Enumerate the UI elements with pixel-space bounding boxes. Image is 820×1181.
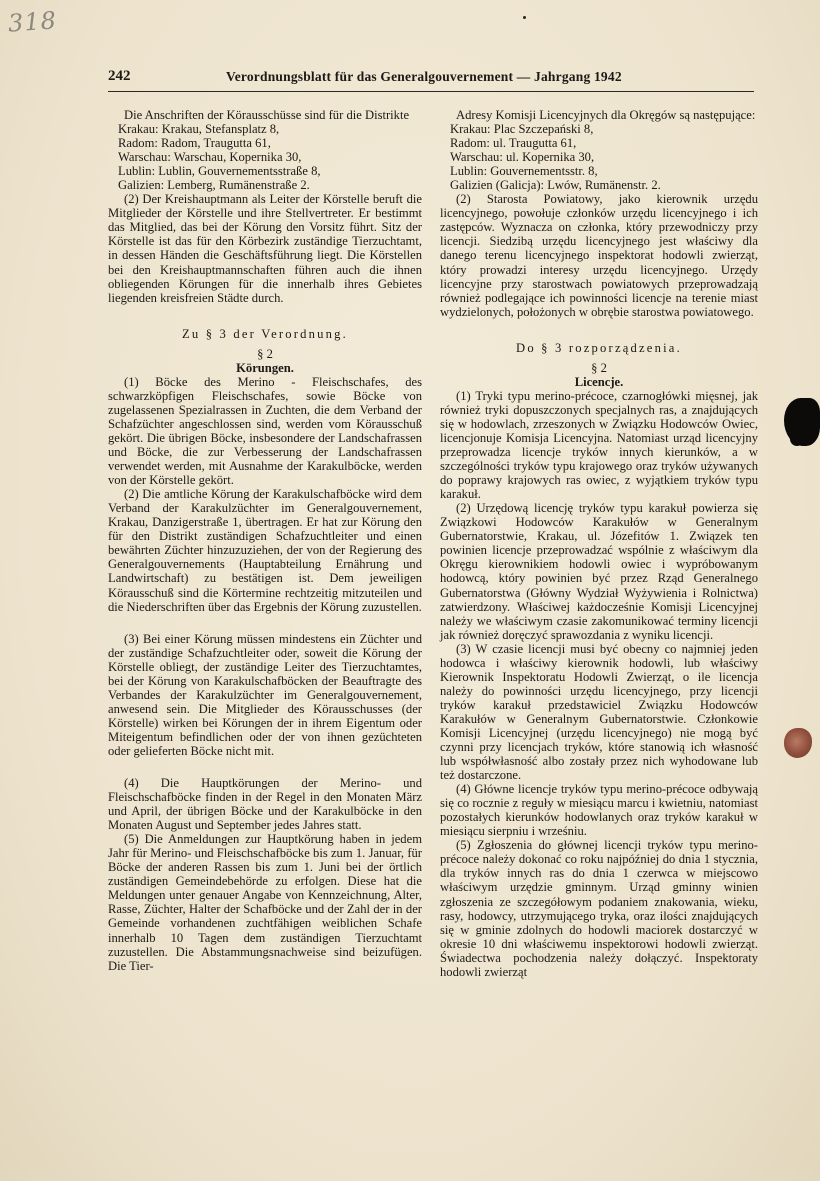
spacer	[108, 758, 422, 776]
subsection-3: (3) W czasie licencji musi być obecny co najmniej jeden hodowca i właściwy kierownik hodowli, lub właściwy Kierownik Inspektoratu Hodowli Zwierząt, o ile licencja należy do powinności urzędu licencyjnego, przy licencji tryków karakuł przedstawiciel Związku Hodowców Karakułów w Generalnym Gubernatorstwie. Członkowie Komisji Licencyjnej (urzędu licencyjnego) nie mogą być czynni przy licencjach tryków, które stanowią ich własność lub współwłasność albo zostały przez nich wyhodowane lub też dostarczone.	[440, 641, 758, 783]
paragraph-2: (2) Starosta Powiatowy, jako kierownik urzędu licencyjnego, powołuje członków urzędu licencyjnego i ich zastępców. Wyznacza on członka, który przewodniczy przy licencji. Siedzibą urzędu licencyjnego jest właściwy dla danego terenu licencyjnego inspektorat hodowli zwierząt, który prowadzi interesy urzędu licencyjnego. Urzędy licencyjne przy starostwach powiatowych przeprowadzają również podlegające ich powinności licencje na terenie miast wydzielonych, położonych w obrębie starostwa powiatowego.	[440, 192, 758, 319]
subsection-4: (4) Die Hauptkörungen der Merino- und Fleischschafböcke finden in der Regel in den Monaten März und April, der übrigen Böcke und der Karakulböcke in den Monaten August und September jedes Jahres statt.	[108, 776, 422, 833]
address-line: Warschau: ul. Kopernika 30,	[450, 150, 595, 165]
address-line: Radom: ul. Traugutta 61,	[450, 136, 577, 151]
address-line: Krakau: Krakau, Stefansplatz 8,	[118, 122, 280, 137]
pencil-annotation: 318	[7, 6, 58, 38]
german-column	[108, 108, 422, 973]
section-title: Körungen.	[236, 360, 294, 375]
spacer	[108, 614, 422, 632]
address-line: Krakau: Plac Szczepański 8,	[450, 122, 594, 137]
section-reference: Zu § 3 der Verordnung.	[181, 326, 349, 341]
page-number: 242	[108, 68, 131, 84]
address-line: Warschau: Warschau, Kopernika 30,	[118, 150, 302, 165]
subsection-4: (4) Główne licencje tryków typu merino-précoce odbywają się co rocznie z reguły w miesiącu marcu i kwietniu, natomiast pozostałych kierunków hodowlanych oraz tryków karakuł w miesiącu sierpniu i wrześniu.	[440, 782, 758, 839]
subsection-1: (1) Böcke des Merino - Fleischschafes, des schwarzköpfigen Fleischschafes, sowie Böcke von zugelassenen Spezialrassen in Zuchten, die dem Verband der Schafzüchter angeschlossen sind, werden vom Körausschuß gekört. Die übrigen Böcke, insbesondere der Landschafrassen und Böcke, die zur Verbesserung der Landschafrassen verwendet werden, mit Ausnahme der Karakulböcke, werden von der Körstelle gekört.	[108, 374, 422, 488]
subsection-5: (5) Zgłoszenia do głównej licencji tryków typu merino-précoce należy dokonać co roku najpóźniej do dnia 1 stycznia, dla tryków innych ras do dnia 1 czerwca w miejscowo właściwym urzędzie gminnym. Urząd gminny winien zgłoszenia ze szczegółowym podaniem znakowania, wieku, rasy, hodowcy, utrzymującego tryka, oraz ilości znajdujących się w gminie zdolnych do hodowli maciorek dostarczyć w okresie 10 dni właściwemu inspektorowi hodowli zwierząt. Świadectwa pochodzenia należy dołączyć. Inspektoraty hodowli zwierząt	[440, 838, 758, 979]
paragraph-2: (2) Der Kreishauptmann als Leiter der Körstelle beruft die Mitglieder der Körstelle und ihre Stellvertreter. Er bestimmt das Mitglied, das bei der Körung den Vorsitz führt. Sitz der Körstelle ist das für den Körbezirk zuständige Tierzuchtamt, in dessen Händen die Geschäftsführung liegt. Die Körstellen bei den Kreishauptmannschaften führen auch die ihnen obliegenden Körungen für die innerhalb ihres Gebietes liegenden kreisfreien Städte durch.	[108, 192, 422, 305]
addresses-intro: Adresy Komisji Licencyjnych dla Okręgów są następujące:	[456, 108, 756, 122]
section-title: Licencje.	[574, 374, 624, 389]
address-line: Lublin: Lublin, Gouvernementsstraße 8,	[118, 164, 321, 179]
spacer	[108, 305, 422, 327]
address-line: Lublin: Gouvernementsstr. 8,	[450, 164, 598, 179]
subsection-3: (3) Bei einer Körung müssen mindestens ein Züchter und der zuständige Schafzuchtleiter oder, soweit die Körung der Körstelle obliegt, der zuständige Leiter des Tierzuchtamtes, bei der Körung von Karakulschafböcken der Beauftragte des Verbandes der Karakulzüchter im Generalgouvernement, anwesend sein. Die Mitglieder des Körausschusses (der Körstelle) wirken bei Körungen der in ihrem Eigentum oder Miteigentum befindlichen oder der von ihnen gezüchteten oder gelieferten Böcke nicht mit.	[108, 631, 422, 758]
header-rule	[108, 91, 754, 92]
ink-dot	[523, 16, 526, 19]
subsection-1: (1) Tryki typu merino-précoce, czarnogłówki mięsnej, jak również tryki dopuszczonych specjalnych ras, a znajdujących się w hodowlach, zrzeszonych w Związku Hodowców Owiec, licencjonuje Komisja Licencyjna. Natomiast urząd licencyjny przeprowadza licencje tryków innych kierunków, a w szczególności tryków typu krajowego oraz tryków używanych do poprawy krajowych ras owiec, z wyjątkiem tryków typu karakuł.	[440, 388, 758, 502]
section-number: § 2	[257, 346, 273, 361]
subsection-5: (5) Die Anmeldungen zur Hauptkörung haben in jedem Jahr für Merino- und Fleischschafböcke bis zum 1. Januar, für Böcke der anderen Rassen bis zum 1. Juni bei der örtlich zuständigen Gemeindebehörde zu erfolgen. Diese hat die Meldungen unter genauer Angabe von Kennzeichnung, Alter, Rasse, Züchter, Halter der Schafböcke und der Zahl der in der Gemeinde vorhandenen zuchtfähigen weiblichen Schafe innerhalb 10 Tagen dem zuständigen Tierzuchtamt zuzustellen. Die Abstammungsnachweise sind beizufügen. Die Tier-	[108, 832, 422, 973]
subsection-2: (2) Urzędową licencję tryków typu karakuł powierza się Związkowi Hodowców Karakułów w Generalnym Gubernatorstwie, Krakau, ul. Józefitów 1. Związek ten powinien licencje przeprowadzać wspólnie z właściwym dla Okręgu kierownikiem hodowli owiec i wypróbowanym hodowcą, który powinien być przez Rząd Generalnego Gubernatorstwa (Główny Wydział Wyżywienia i Rolnictwa) zatwierdzony. Właściwej każdocześnie Komisji Licencyjnej należy we właściwym czasie zakomunikować terminy licencji jak również doręczyć sprawozdania z wyniku licencji.	[440, 501, 758, 642]
page-title: Verordnungsblatt für das Generalgouvernement — Jahrgang 1942	[226, 69, 622, 84]
section-reference: Do § 3 rozporządzenia.	[516, 340, 682, 355]
polish-column	[440, 108, 758, 979]
address-line: Galizien: Lemberg, Rumänenstraße 2.	[118, 178, 310, 193]
address-line: Galizien (Galicja): Lwów, Rumänenstr. 2.	[450, 178, 661, 193]
wax-stain	[784, 728, 812, 758]
spacer	[440, 319, 758, 341]
ink-blot	[790, 432, 804, 446]
addresses-intro: Die Anschriften der Körausschüsse sind für die Distrikte	[124, 108, 410, 122]
address-line: Radom: Radom, Traugutta 61,	[118, 136, 271, 151]
page-header	[108, 68, 754, 88]
section-number: § 2	[591, 360, 607, 375]
subsection-2: (2) Die amtliche Körung der Karakulschafböcke wird dem Verband der Karakulzüchter im Generalgouvernement, Krakau, Danzigerstraße 1, übertragen. Er hat zur Körung den für den Distrikt zuständigen Schafzuchtleiter und einen bewährten Züchter hinzuzuziehen, der von der Regierung des Generalgouvernements (Hauptabteilung Ernährung und Landwirtschaft) zu bestätigen ist. Dem jeweiligen Körausschuß sind die Körtermine rechtzeitig mitzuteilen und die Niederschriften über das Ergebnis der Körung zuzustellen.	[108, 487, 422, 614]
